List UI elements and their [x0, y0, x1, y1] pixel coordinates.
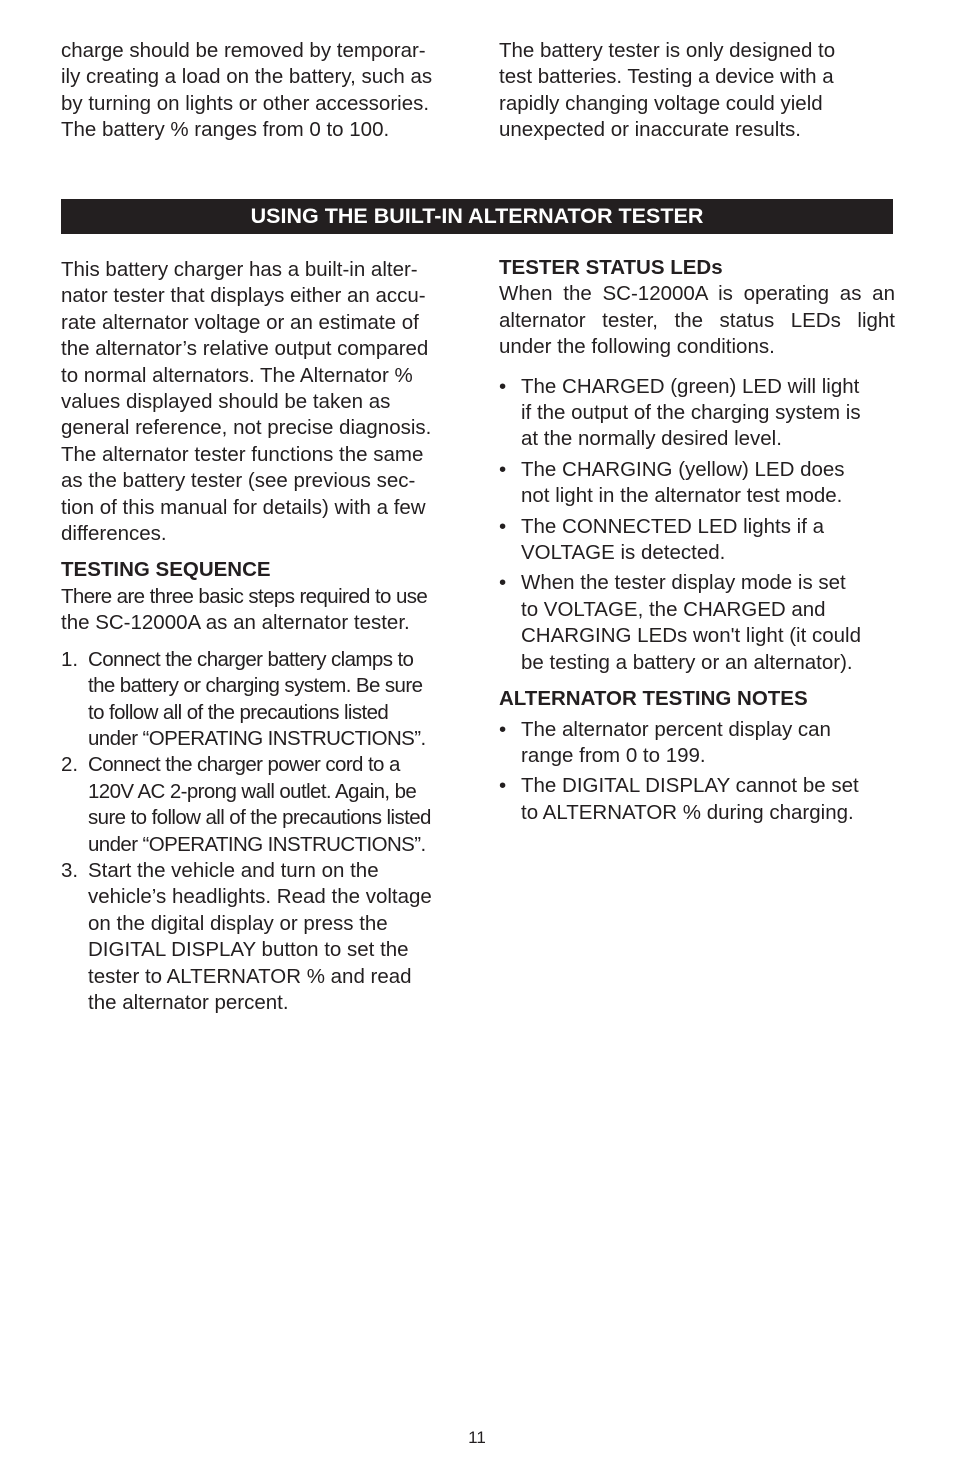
list-item: [499, 374, 895, 453]
step-number: 3.: [61, 858, 79, 882]
testing-sequence-heading: TESTING SEQUENCE: [61, 558, 271, 582]
tester-status-intro: [499, 281, 895, 360]
alternator-notes-list: [499, 717, 895, 827]
text-line: The battery % ranges from 0 to 100.: [61, 118, 390, 142]
list-item: [499, 773, 895, 826]
text-line: When the SC-12000A is operating as an: [499, 282, 895, 306]
text-line: The alternator percent display can: [521, 717, 831, 741]
text-line: DIGITAL DISPLAY button to set the: [88, 938, 409, 962]
alternator-notes-heading: ALTERNATOR TESTING NOTES: [499, 687, 808, 711]
text-line: rate alternator voltage or an estimate of: [61, 310, 419, 334]
text-line: to normal alternators. The Alternator %: [61, 363, 413, 387]
intro-paragraph: [61, 257, 457, 547]
text-line: at the normally desired level.: [521, 427, 782, 451]
top-left-column: [61, 38, 457, 144]
status-leds-list: [499, 374, 895, 676]
section-title-banner: USING THE BUILT-IN ALTERNATOR TESTER: [61, 199, 893, 234]
text-line: Connect the charger power cord to a: [88, 753, 400, 777]
bullet-icon: •: [499, 774, 507, 798]
text-line: to VOLTAGE, the CHARGED and: [521, 597, 826, 621]
page-number: 11: [468, 1428, 486, 1447]
bullet-icon: •: [499, 514, 507, 538]
text-line: The DIGITAL DISPLAY cannot be set: [521, 774, 859, 798]
tester-status-heading: TESTER STATUS LEDs: [499, 256, 723, 279]
text-line: as the battery tester (see previous sec-: [61, 469, 416, 493]
text-line: There are three basic steps required to use: [61, 584, 428, 608]
bullet-icon: •: [499, 457, 507, 481]
text-line: general reference, not precise diagnosis.: [61, 416, 432, 440]
text-line: test batteries. Testing a device with a: [499, 65, 834, 89]
text-line: sure to follow all of the precautions listed: [88, 806, 431, 830]
text-line: alternator tester, the status LEDs light: [499, 308, 895, 332]
list-item: [61, 752, 457, 858]
text-line: 120V AC 2-prong wall outlet. Again, be: [88, 779, 417, 803]
text-line: CHARGING LEDs won't light (it could: [521, 624, 861, 648]
text-line: to ALTERNATOR % during charging.: [521, 800, 854, 824]
text-line: values displayed should be taken as: [61, 390, 391, 414]
text-line: charge should be removed by temporar-: [61, 39, 426, 62]
list-item: [499, 457, 895, 510]
step-number: 2.: [61, 753, 79, 777]
text-line: ily creating a load on the battery, such as: [61, 65, 433, 89]
text-line: differences.: [61, 522, 167, 546]
text-line: tion of this manual for details) with a few: [61, 495, 426, 519]
text-line: the SC-12000A as an alternator tester.: [61, 611, 410, 635]
text-line: the alternator percent.: [88, 990, 289, 1014]
text-line: When the tester display mode is set: [521, 571, 846, 595]
text-line: rapidly changing voltage could yield: [499, 91, 823, 115]
list-item: [499, 514, 895, 567]
text-line: The CONNECTED LED lights if a: [521, 514, 825, 538]
bullet-icon: •: [499, 374, 507, 398]
left-column: [61, 257, 457, 1016]
text-line: unexpected or inaccurate results.: [499, 118, 801, 142]
bullet-icon: •: [499, 717, 507, 741]
list-item: [61, 858, 457, 1016]
text-line: on the digital display or press the: [88, 911, 388, 935]
testing-steps-list: [61, 647, 457, 1017]
list-item: [499, 570, 895, 676]
text-line: Connect the charger battery clamps to: [88, 647, 414, 671]
text-line: vehicle’s headlights. Read the voltage: [88, 885, 432, 909]
text-line: the battery or charging system. Be sure: [88, 674, 423, 698]
step-number: 1.: [61, 647, 79, 671]
text-line: not light in the alternator test mode.: [521, 484, 843, 508]
text-line: under the following conditions.: [499, 335, 775, 359]
text-line: if the output of the charging system is: [521, 401, 861, 425]
text-line: The CHARGING (yellow) LED does: [521, 457, 845, 481]
text-line: tester to ALTERNATOR % and read: [88, 964, 412, 988]
text-line: by turning on lights or other accessories.: [61, 91, 430, 115]
text-line: nator tester that displays either an accu-: [61, 284, 426, 308]
text-line: The CHARGED (green) LED will light: [521, 374, 860, 398]
text-line: to follow all of the precautions listed: [88, 700, 389, 724]
list-item: [61, 647, 457, 753]
text-line: The battery tester is only designed to: [499, 39, 836, 62]
text-line: the alternator’s relative output compared: [61, 337, 429, 361]
right-column: [499, 255, 895, 826]
text-line: range from 0 to 199.: [521, 743, 706, 767]
top-left-paragraph: [61, 38, 457, 144]
text-line: under “OPERATING INSTRUCTIONS”.: [88, 726, 426, 750]
text-line: The alternator tester functions the same: [61, 442, 424, 466]
list-item: [499, 717, 895, 770]
text-line: Start the vehicle and turn on the: [88, 858, 379, 882]
bullet-icon: •: [499, 571, 507, 595]
text-line: This battery charger has a built-in alter-: [61, 258, 418, 281]
top-right-paragraph: [499, 38, 895, 144]
text-line: under “OPERATING INSTRUCTIONS”.: [88, 832, 426, 856]
text-line: VOLTAGE is detected.: [521, 541, 726, 565]
text-line: be testing a battery or an alternator).: [521, 650, 853, 674]
testing-sequence-intro: [61, 584, 457, 637]
top-right-column: [499, 38, 895, 144]
